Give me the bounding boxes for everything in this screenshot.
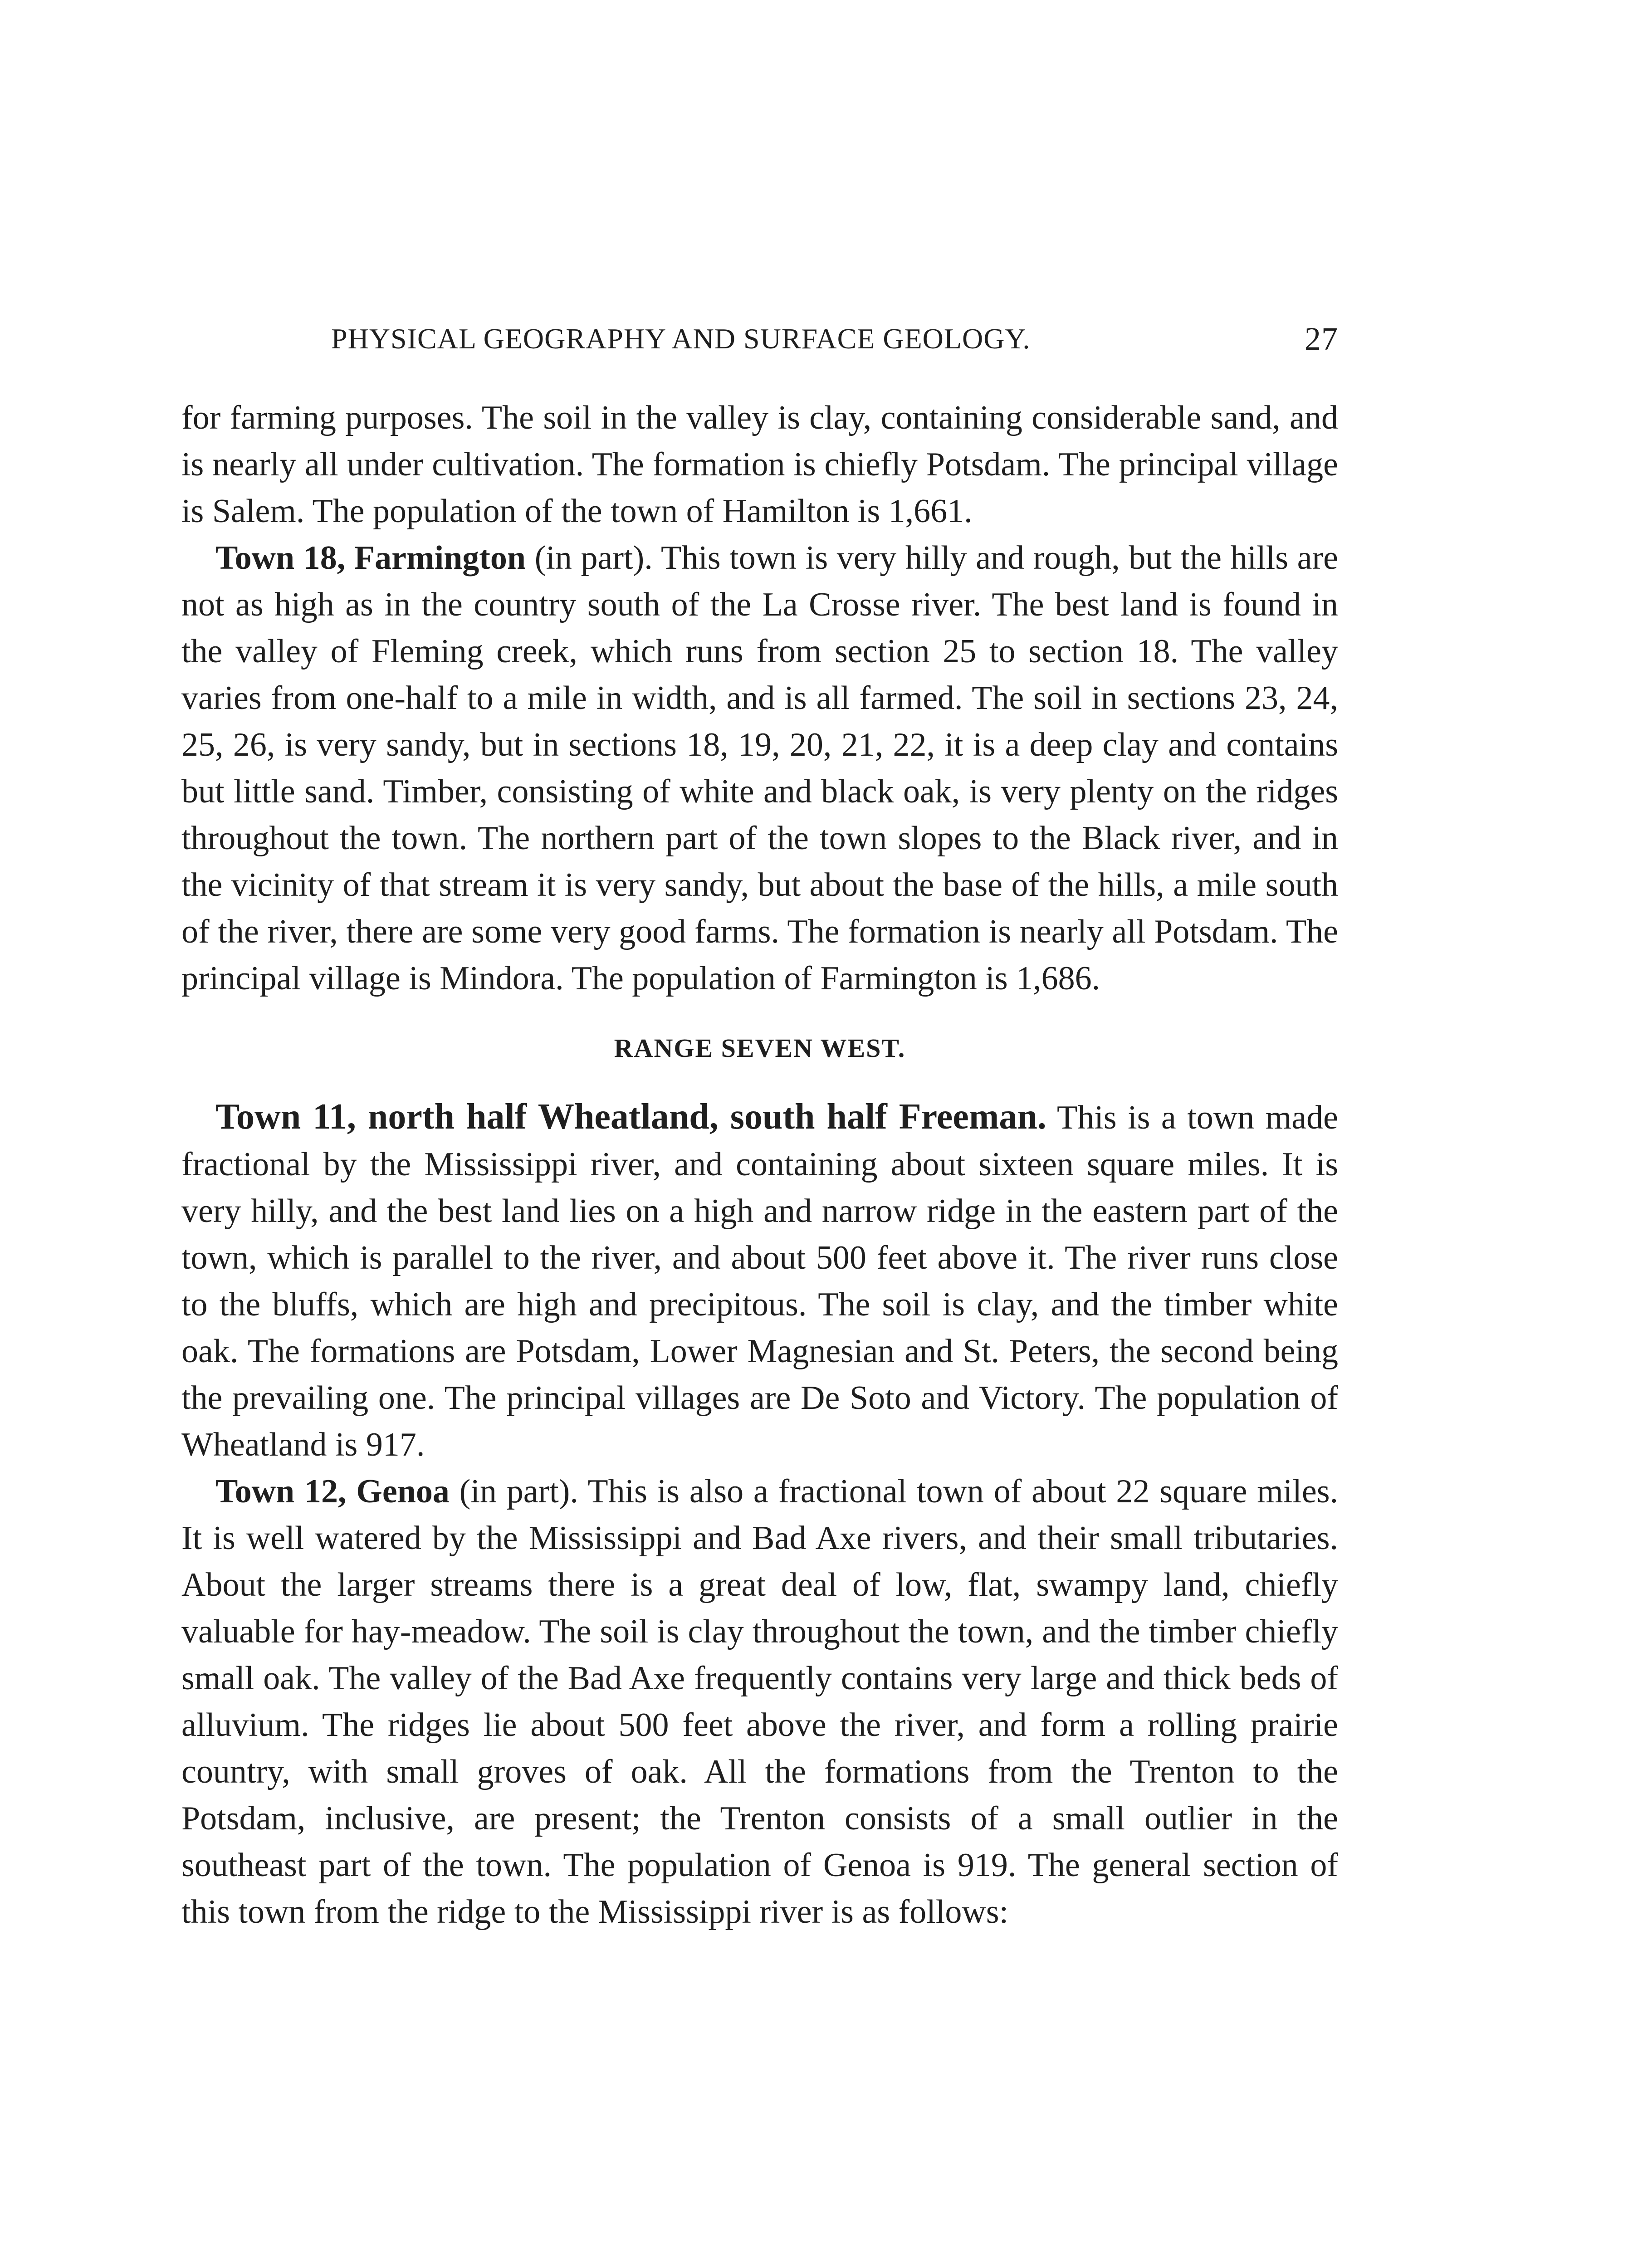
body-text	[181, 395, 1338, 1936]
paragraph-text: for farming purposes. The soil in the valley is clay, containing considerable sand, and is nearly all under cultivation. The formation is chiefly Potsdam. The principal village is Salem. The population of the town of Hamilton is 1,661.	[181, 399, 1338, 530]
running-header	[181, 322, 1338, 363]
paragraph-text: (in part). This town is very hilly and rough, but the hills are not as high as in the country south of the La Crosse river. The best land is found in the valley of Fleming creek, which runs from section 25 to section 18. The valley varies from one-half to a mile in width, and is all farmed. The soil in sections 23, 24, 25, 26, is very sandy, but in sections 18, 19, 20, 21, 22, it is a deep clay and contains but little sand. Timber, consisting of white and black oak, is very plenty on the ridges throughout the town. The northern part of the town slopes to the Black river, and in the vicinity of that stream it is very sandy, but about the base of the hills, a mile south of the river, there are some very good farms. The formation is nearly all Potsdam. The principal village is Mindora. The population of Farmington is 1,686.	[181, 539, 1338, 997]
paragraph-lead: Town 12, Genoa	[215, 1473, 450, 1510]
paragraph-lead: Town 18, Farmington	[215, 539, 526, 577]
paragraph-text: (in part). This is also a fractional town of about 22 square miles. It is well watered by the Mississippi and Bad Axe rivers, and their small tributaries. About the larger streams there is a great deal of low, flat, swampy land, chiefly valuable for hay-meadow. The soil is clay throughout the town, and the timber chiefly small oak. The valley of the Bad Axe frequently contains very large and thick beds of alluvium. The ridges lie about 500 feet above the river, and form a rolling prairie country, with small groves of oak. All the formations from the Trenton to the Potsdam, inclusive, are present; the Trenton consists of a small outlier in the southeast part of the town. The population of Genoa is 919. The general section of this town from the ridge to the Mississippi river is as follows:	[181, 1473, 1338, 1931]
paragraph-genoa	[181, 1468, 1338, 1936]
paragraph-hamilton	[181, 395, 1338, 535]
paragraph-text: This is a town made fractional by the Mississippi river, and containing about sixteen square miles. It is very hilly, and the best land lies on a high and narrow ridge in the eastern part of the town, which is parallel to the river, and about 500 feet above it. The river runs close to the bluffs, which are high and precipitous. The soil is clay, and the timber white oak. The formations are Potsdam, Lower Magnesian and St. Peters, the second being the prevailing one. The principal villages are De Soto and Victory. The population of Wheatland is 917.	[181, 1099, 1338, 1463]
page-number: 27	[1305, 321, 1338, 357]
paragraph-farmington	[181, 535, 1338, 1002]
paragraph-wheatland	[181, 1094, 1338, 1468]
section-heading: RANGE SEVEN WEST.	[614, 1033, 906, 1063]
paragraph-lead: Town 11, north half Wheatland, south half Freeman.	[215, 1097, 1046, 1137]
running-title: PHYSICAL GEOGRAPHY AND SURFACE GEOLOGY.	[331, 323, 1031, 355]
